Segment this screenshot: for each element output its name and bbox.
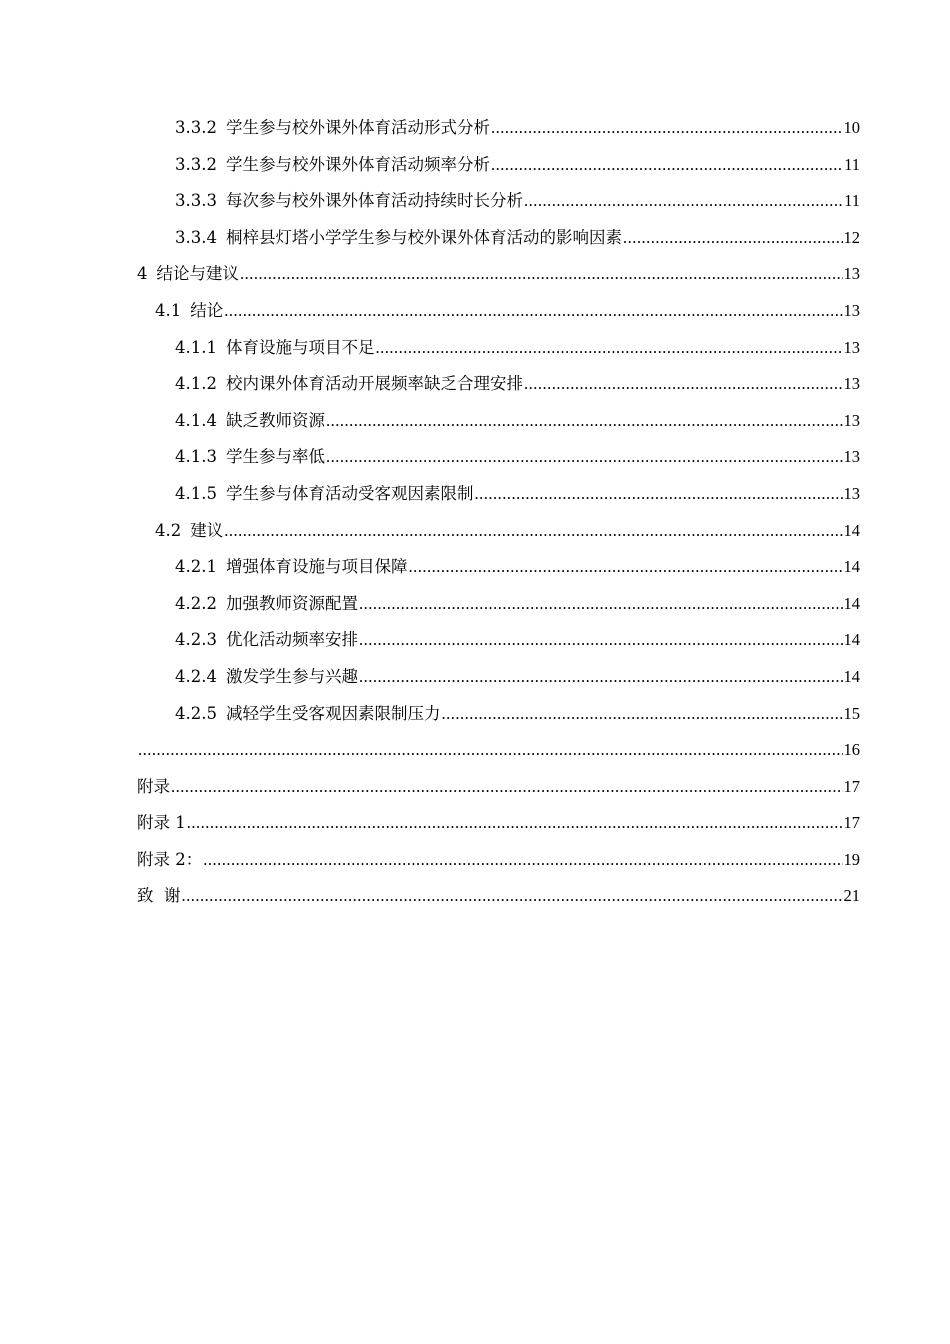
toc-entry-title: 激发学生参与兴趣 — [225, 666, 358, 686]
toc-entry-title: 缺乏教师资源 — [225, 410, 325, 430]
toc-entry-page: 21 — [843, 886, 860, 906]
toc-entry[interactable] — [137, 549, 860, 586]
toc-leader-dots — [375, 330, 842, 367]
toc-entry-page: 13 — [843, 447, 860, 467]
toc-entry-title: 附录 1 — [137, 813, 186, 833]
toc-entry-title: 学生参与体育活动受客观因素限制 — [225, 483, 474, 503]
toc-entry-number: 4.1.5 — [175, 483, 217, 503]
toc-leader-dots — [359, 659, 843, 696]
toc-entry[interactable] — [137, 586, 860, 623]
toc-entry-number: 4.2.1 — [175, 557, 217, 577]
toc-entry-number: 4.1 — [155, 300, 182, 320]
toc-entry-number: 3.3.2 — [175, 154, 217, 174]
toc-leader-dots — [441, 696, 842, 733]
toc-leader-dots — [408, 549, 842, 586]
toc-entry[interactable] — [137, 147, 860, 184]
toc-entry-number: 4.2.2 — [175, 593, 217, 613]
toc-entry-page: 15 — [843, 703, 860, 723]
toc-entry-page: 13 — [843, 410, 860, 430]
toc-entry-page: 13 — [843, 264, 860, 284]
toc-entry-page: 11 — [844, 191, 860, 211]
toc-entry[interactable] — [137, 696, 860, 733]
toc-leader-dots — [171, 769, 843, 806]
toc-entry-number: 3.3.4 — [175, 227, 217, 247]
toc-leader-dots — [187, 805, 843, 842]
toc-entry-title: 体育设施与项目不足 — [225, 337, 375, 357]
toc-entry-number: 4.2.5 — [175, 703, 217, 723]
toc-entry-title: 附录 — [137, 776, 170, 796]
toc-entry-title: 加强教师资源配置 — [225, 593, 358, 613]
toc-entry[interactable] — [137, 439, 860, 476]
toc-entry-title: 减轻学生受客观因素限制压力 — [225, 703, 441, 723]
toc-entry-page: 14 — [843, 557, 860, 577]
toc-entry-page: 13 — [843, 337, 860, 357]
toc-leader-dots — [491, 110, 843, 147]
toc-entry-page: 13 — [843, 483, 860, 503]
toc-entry-page: 17 — [843, 776, 860, 796]
toc-entry-number: 4.1.1 — [175, 337, 217, 357]
toc-entry-page: 11 — [844, 154, 860, 174]
toc-entry-page: 10 — [843, 118, 860, 137]
toc-entry-title: 建议 — [190, 520, 224, 540]
toc-entry-page: 14 — [843, 630, 860, 650]
toc-entry-title: 附录 2： — [137, 849, 203, 869]
toc-entry[interactable] — [137, 878, 860, 915]
toc-entry-title: 校内课外体育活动开展频率缺乏合理安排 — [225, 374, 523, 394]
toc-entry[interactable] — [137, 842, 860, 879]
toc-entry[interactable] — [137, 732, 860, 769]
toc-entry-title: 每次参与校外课外体育活动持续时长分析 — [225, 191, 523, 211]
toc-entry-title: 学生参与率低 — [225, 447, 325, 467]
toc-entry[interactable] — [137, 183, 860, 220]
toc-entry[interactable] — [137, 366, 860, 403]
toc-entry[interactable] — [137, 513, 860, 550]
toc-entry-title: 结论 — [190, 300, 224, 320]
table-of-contents — [137, 110, 860, 915]
toc-entry-title: 致 谢 — [137, 886, 181, 906]
toc-entry[interactable] — [137, 769, 860, 806]
toc-entry-page: 13 — [843, 300, 860, 320]
toc-leader-dots — [474, 476, 842, 513]
toc-entry[interactable] — [137, 110, 860, 147]
toc-leader-dots — [359, 622, 843, 659]
toc-entry-number: 4.2.4 — [175, 666, 217, 686]
toc-entry-number: 3.3.3 — [175, 191, 217, 211]
toc-entry-number: 4.1.4 — [175, 410, 217, 430]
toc-leader-dots — [224, 513, 842, 550]
toc-entry-number: 4.1.3 — [175, 447, 217, 467]
toc-leader-dots — [240, 256, 843, 293]
toc-entry-page: 14 — [843, 593, 860, 613]
toc-entry-title: 学生参与校外课外体育活动频率分析 — [225, 154, 490, 174]
toc-leader-dots — [224, 293, 842, 330]
toc-leader-dots — [524, 183, 843, 220]
toc-entry-page: 12 — [843, 227, 860, 247]
toc-entry-title: 优化活动频率安排 — [225, 630, 358, 650]
toc-leader-dots — [623, 220, 843, 257]
toc-entry[interactable] — [137, 805, 860, 842]
toc-entry-page: 14 — [843, 666, 860, 686]
toc-leader-dots — [491, 147, 843, 184]
toc-entry-number: 4.1.2 — [175, 374, 217, 394]
toc-leader-dots — [524, 366, 843, 403]
toc-entry[interactable] — [137, 659, 860, 696]
toc-entry-title: 桐梓县灯塔小学学生参与校外课外体育活动的影响因素 — [225, 227, 622, 247]
toc-entry[interactable] — [137, 293, 860, 330]
toc-entry-number: 4.2 — [155, 520, 182, 540]
toc-entry-page: 14 — [843, 520, 860, 540]
toc-leader-dots — [359, 586, 843, 623]
toc-entry-number: 4.2.3 — [175, 630, 217, 650]
toc-entry[interactable] — [137, 622, 860, 659]
toc-entry-page: 17 — [843, 813, 860, 833]
toc-entry-number: 3.3.2 — [175, 118, 217, 137]
toc-leader-dots — [182, 878, 843, 915]
toc-entry-page: 13 — [843, 374, 860, 394]
toc-entry[interactable] — [137, 403, 860, 440]
toc-entry-title: 学生参与校外课外体育活动形式分析 — [225, 118, 490, 137]
toc-entry-title: 结论与建议 — [156, 264, 239, 284]
toc-entry-page: 19 — [843, 849, 860, 869]
toc-leader-dots — [203, 842, 842, 879]
toc-entry-number: 4 — [137, 264, 148, 284]
toc-entry[interactable] — [137, 476, 860, 513]
toc-entry[interactable] — [137, 256, 860, 293]
toc-entry[interactable] — [137, 220, 860, 257]
toc-entry[interactable] — [137, 330, 860, 367]
toc-leader-dots — [138, 732, 843, 769]
toc-entry-page: 16 — [843, 740, 860, 760]
toc-leader-dots — [326, 403, 843, 440]
toc-leader-dots — [326, 439, 843, 476]
toc-entry-title: 增强体育设施与项目保障 — [225, 557, 408, 577]
